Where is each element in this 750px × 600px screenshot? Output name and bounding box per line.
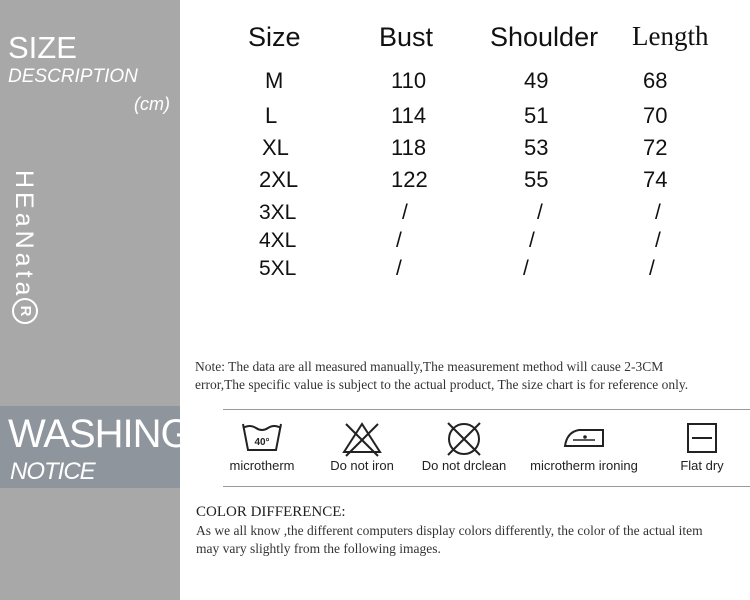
header-shoulder: Shoulder bbox=[490, 22, 599, 52]
table-cell: 53 bbox=[524, 135, 549, 160]
note-line-1: Note: The data are all measured manually,The measurement method will cause 2-3CM bbox=[195, 359, 664, 374]
wash-temp-text: 40° bbox=[254, 437, 270, 448]
washing-notice-label: NOTICE bbox=[10, 458, 95, 485]
table-cell: 4XL bbox=[259, 229, 297, 252]
measurement-note bbox=[195, 358, 750, 394]
table-cell: / bbox=[655, 201, 661, 224]
wash-item-low-iron bbox=[529, 410, 639, 473]
table-cell: 122 bbox=[391, 167, 428, 192]
table-cell: 5XL bbox=[259, 257, 297, 280]
table-cell: XL bbox=[262, 135, 289, 160]
table-cell: / bbox=[537, 201, 543, 224]
table-cell: / bbox=[523, 257, 529, 280]
color-text-line-2: may vary slightly from the following images. bbox=[196, 541, 441, 556]
table-cell: 2XL bbox=[259, 167, 299, 192]
washing-instructions bbox=[223, 409, 750, 487]
table-cell: / bbox=[402, 201, 408, 224]
table-cell: L bbox=[265, 103, 278, 128]
wash-label-microtherm: microtherm bbox=[229, 458, 295, 473]
table-cell: 55 bbox=[524, 167, 549, 192]
table-cell: / bbox=[396, 229, 402, 252]
table-cell: / bbox=[529, 229, 535, 252]
table-cell: 70 bbox=[643, 103, 668, 128]
table-cell: 114 bbox=[391, 103, 427, 128]
wash-label-low-iron: microtherm ironing bbox=[530, 458, 638, 473]
table-cell: / bbox=[655, 229, 661, 252]
wash-label-flat-dry: Flat dry bbox=[680, 458, 724, 473]
washing-title: WASHING bbox=[8, 412, 191, 456]
table-cell: 74 bbox=[643, 167, 668, 192]
table-cell: / bbox=[649, 257, 655, 280]
wash-label-do-not-dryclean: Do not drclean bbox=[421, 458, 507, 473]
brand-name: HEaNata bbox=[10, 170, 38, 300]
flat-dry-icon bbox=[684, 420, 720, 456]
do-not-iron-icon bbox=[340, 420, 384, 458]
wash-item-do-not-iron bbox=[307, 410, 417, 473]
table-cell: 51 bbox=[524, 103, 549, 128]
note-line-2: error,The specific value is subject to the actual product, The size chart is for reference only. bbox=[195, 377, 689, 392]
color-difference-title: COLOR DIFFERENCE: bbox=[196, 504, 346, 520]
color-difference-text bbox=[196, 522, 750, 558]
wash-item-flat-dry bbox=[647, 410, 750, 473]
table-cell: 49 bbox=[524, 68, 549, 93]
table-cell: 72 bbox=[643, 135, 668, 160]
low-iron-icon bbox=[559, 420, 609, 456]
wash-40-icon bbox=[240, 420, 284, 456]
size-description-label: DESCRIPTION bbox=[8, 66, 138, 87]
unit-label: (cm) bbox=[134, 94, 170, 114]
table-cell: 110 bbox=[391, 68, 427, 93]
header-length: Length bbox=[632, 21, 709, 51]
registered-mark-icon: R bbox=[12, 298, 38, 324]
table-cell: 118 bbox=[391, 135, 427, 160]
wash-item-do-not-dryclean bbox=[409, 410, 519, 473]
do-not-dryclean-icon bbox=[442, 420, 486, 458]
size-title: SIZE bbox=[8, 30, 77, 65]
table-cell: 68 bbox=[643, 68, 668, 93]
wash-label-do-not-iron: Do not iron bbox=[330, 458, 394, 473]
header-size: Size bbox=[248, 22, 301, 52]
header-bust: Bust bbox=[379, 22, 434, 52]
color-text-line-1: As we all know ,the different computers display colors differently, the color of the actual item bbox=[196, 523, 703, 538]
table-cell: / bbox=[396, 257, 402, 280]
table-cell: 3XL bbox=[259, 201, 297, 224]
table-cell: M bbox=[265, 68, 284, 93]
wash-item-microtherm bbox=[207, 410, 317, 473]
